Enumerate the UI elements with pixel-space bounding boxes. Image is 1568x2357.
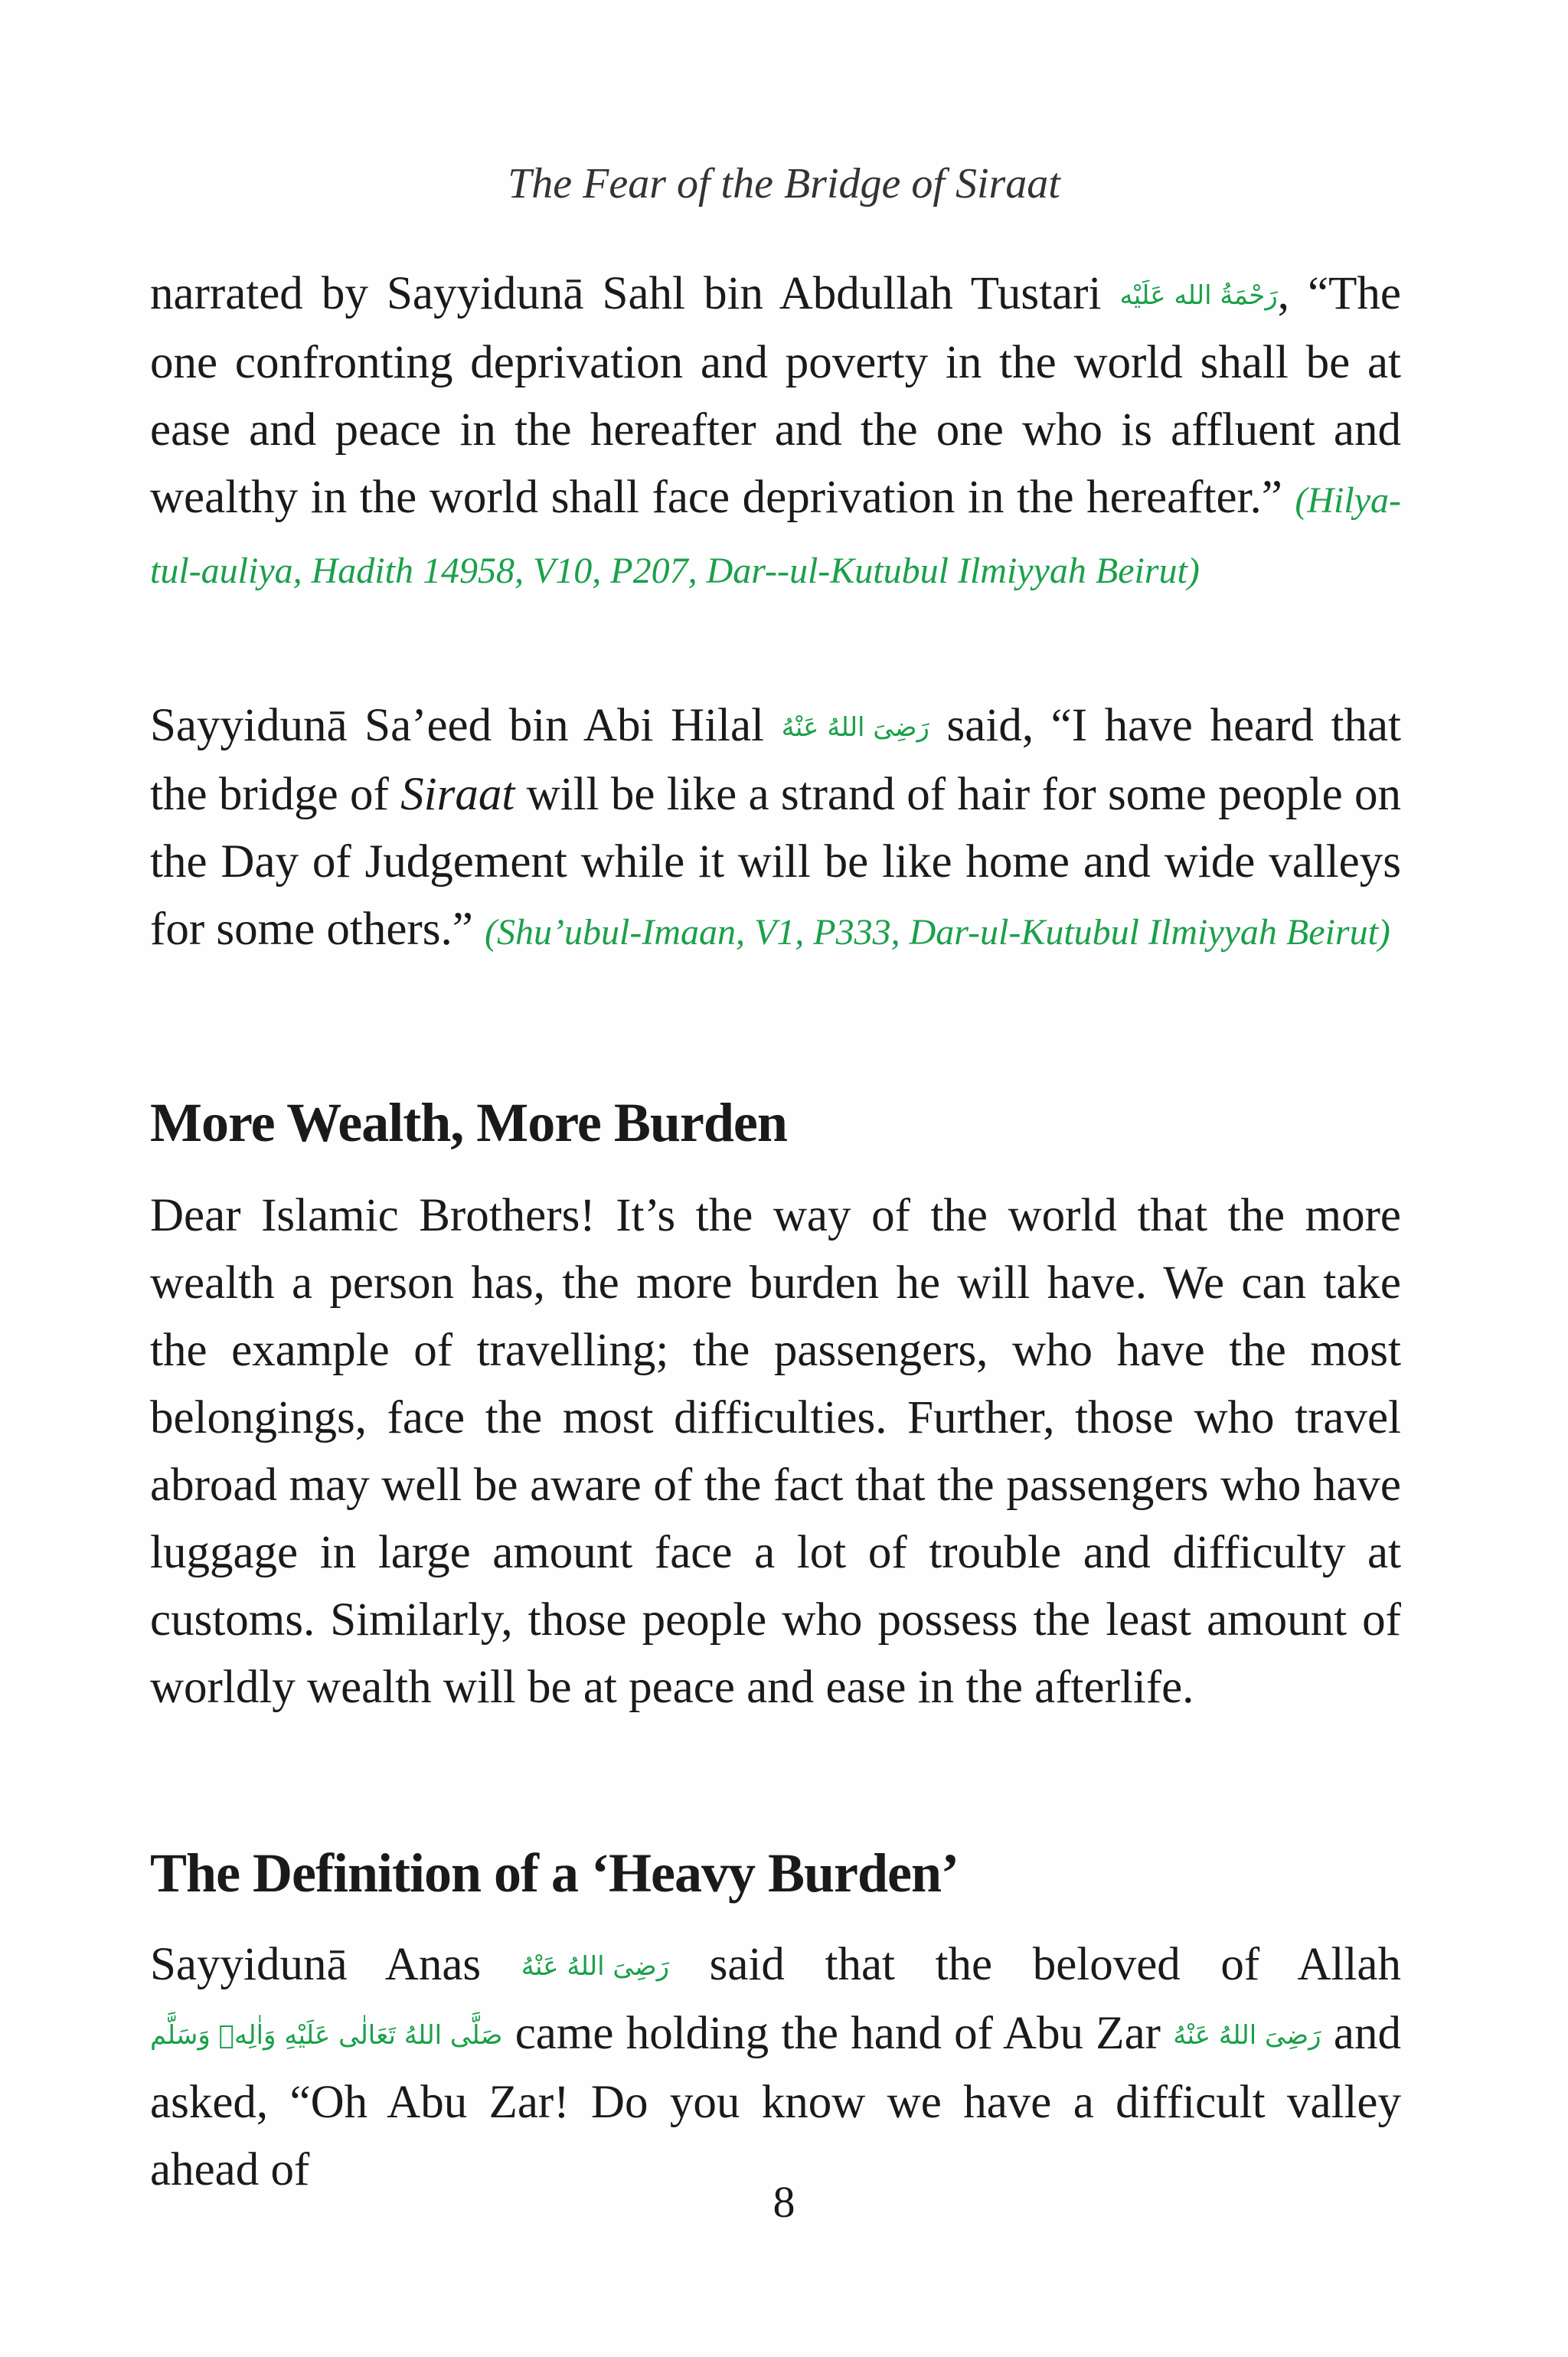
para2-text-said: said, “I have heard that the bridge of — [150, 700, 1401, 820]
arabic-honorific: رَحْمَةُ الله عَلَيْه — [1119, 280, 1278, 311]
arabic-honorific: رَضِىَ اللهُ عَنْهُ — [521, 1951, 670, 1982]
para3-text-asked: and asked, “Oh Abu Zar! Do you know we have a difficult valley ahead of — [150, 2008, 1401, 2195]
section-heading: More Wealth, More Burden — [150, 1092, 787, 1153]
arabic-salutation: صَلَّى اللهُ تَعَالٰى عَلَيْهِ وَاٰلِهٖ وَسَلَّم — [150, 2020, 503, 2051]
para2-text-start: Sayyidunā Sa’eed bin Abi Hilal — [150, 700, 782, 751]
para1-text-start: narrated by Sayyidunā Sahl bin Abdullah Tustari — [150, 268, 1120, 319]
section-heavy-burden — [150, 1836, 1401, 1910]
arabic-honorific: رَضِىَ اللهُ عَنْهُ — [781, 712, 929, 743]
para3-text-said: said that the beloved of Allah — [669, 1939, 1401, 1990]
para3-text-start: Sayyidunā Anas — [150, 1939, 521, 1990]
paragraph-sahl-narration — [150, 260, 1401, 605]
section-body-text: Dear Islamic Brothers! It’s the way of the world that the more wealth a person has, the more burden he will have. We can take the example of travelling; the passengers, who have the most belongings, face the most difficulties. Further, those who travel abroad may well be aware of the fact that the passengers who have luggage in large amount face a lot of trouble and difficulty at customs. Similarly, those people who possess the least amount of worldly wealth will be at peace and ease in the afterlife. — [150, 1190, 1401, 1713]
para3-text-came: came holding the hand of Abu Zar — [502, 2008, 1174, 2059]
citation-shuubul-imaan: (Shu’ubul-Imaan, V1, P333, Dar-ul-Kutubul Ilmiyyah Beirut) — [485, 912, 1390, 953]
paragraph-anas-narration — [150, 1931, 1401, 2204]
page-number: 8 — [773, 2177, 795, 2227]
para2-text-quote: will be like a strand of hair for some people on the Day of Judgement while it will be like home and wide valleys for some others.” — [150, 769, 1402, 955]
citation-hilya: (Hilya-tul-auliya, Hadith 14958, V10, P207, Dar--ul-Kutubul Ilmiyyah Beirut) — [150, 480, 1401, 591]
section-heading: The Definition of a ‘Heavy Burden’ — [150, 1842, 959, 1904]
paragraph-saeed-narration — [150, 692, 1401, 966]
paragraph-wealth-burden — [150, 1182, 1401, 1721]
section-more-wealth — [150, 1086, 1401, 1159]
running-header: The Fear of the Bridge of Siraat — [508, 160, 1060, 208]
italic-term-siraat: Siraat — [400, 769, 515, 820]
para1-text-quote: , “The one confronting deprivation and poverty in the world shall be at ease and peace in the hereafter and the one who is affluent and wealthy in the world shall face deprivation in the hereafter.” — [150, 268, 1401, 523]
arabic-honorific: رَضِىَ اللهُ عَنْهُ — [1173, 2020, 1321, 2051]
